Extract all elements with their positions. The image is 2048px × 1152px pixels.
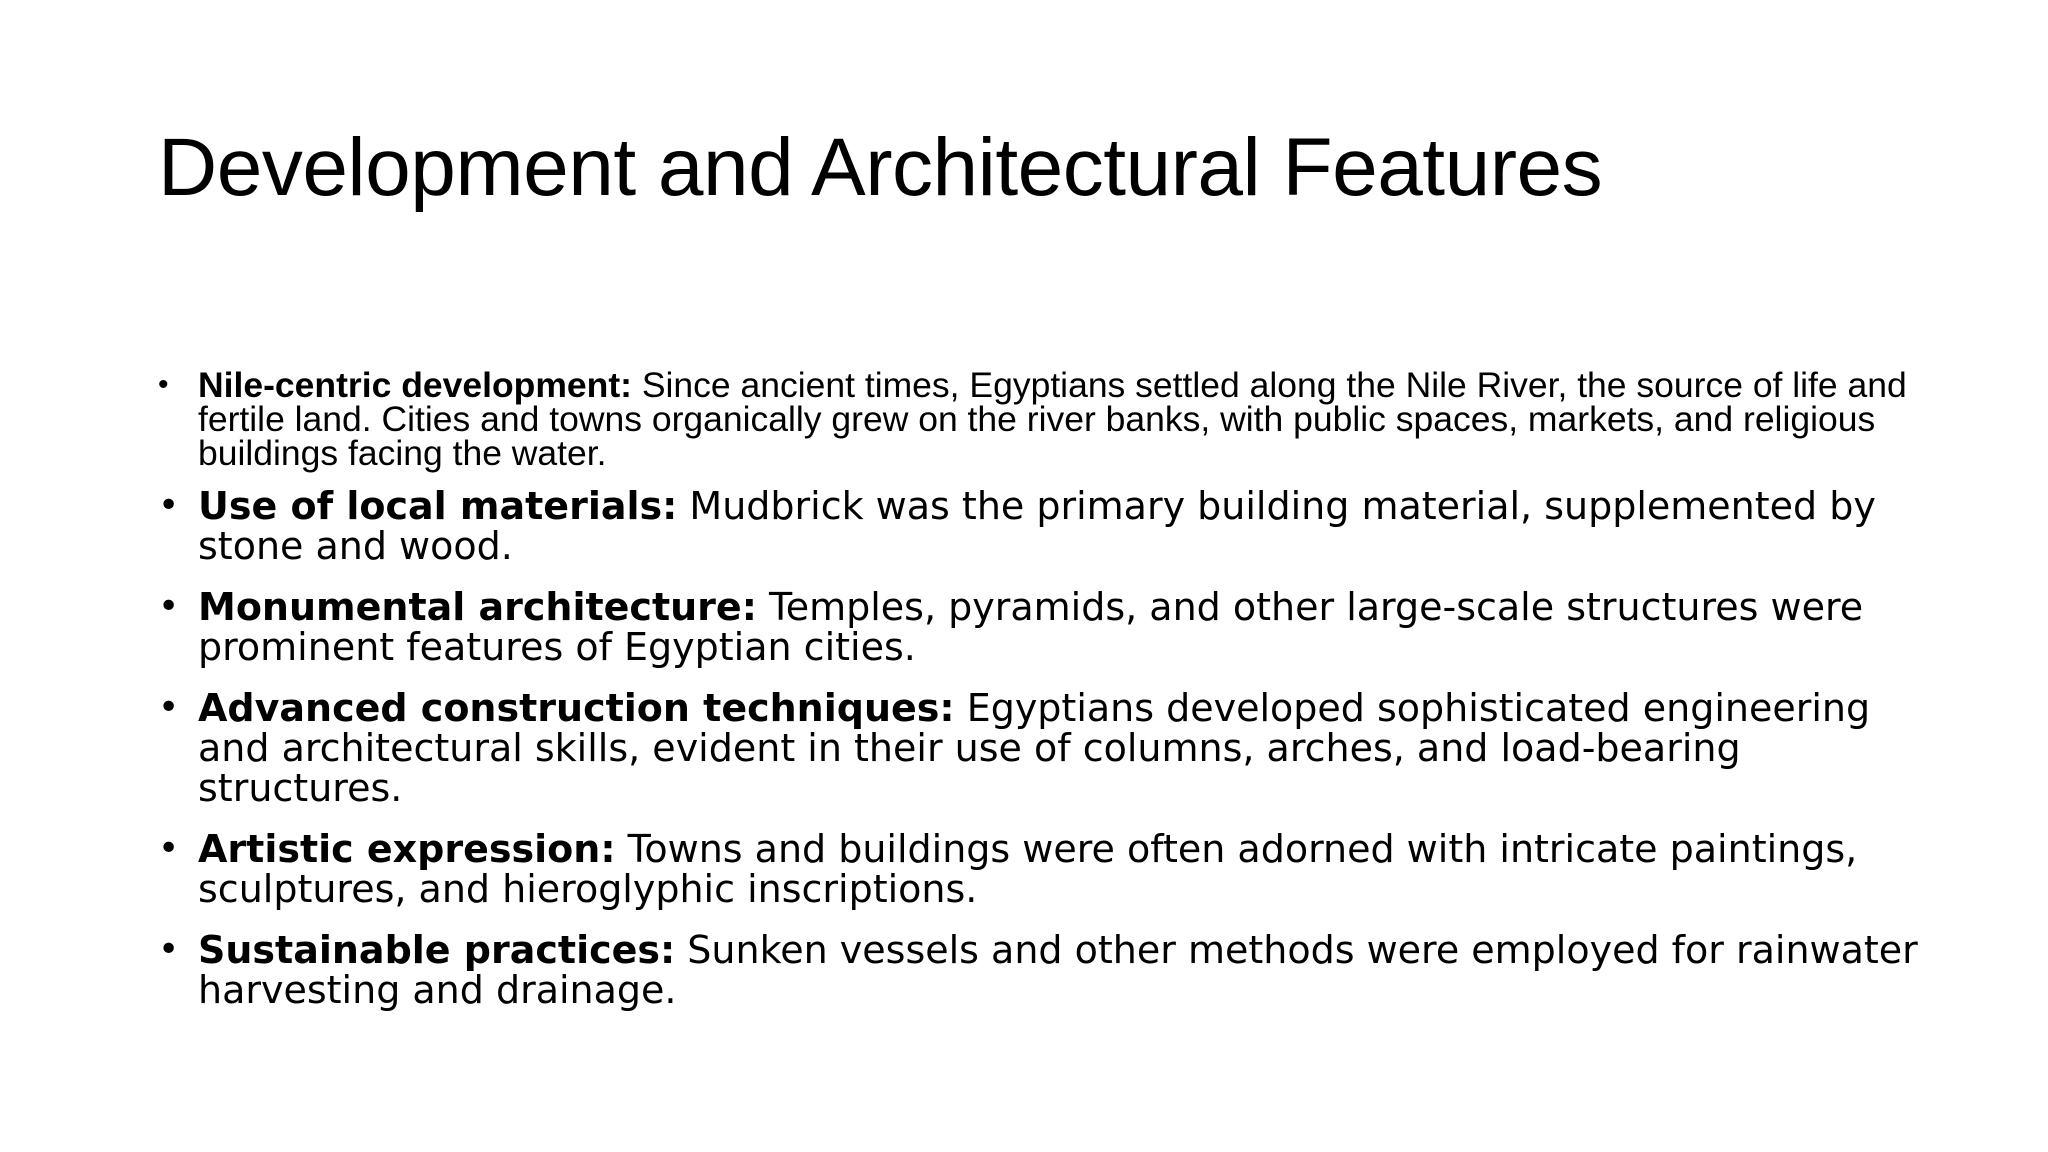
- bullet-dot-icon: •: [158, 828, 180, 869]
- bullet-text: Mudbrick was the primary building material, supplemented by stone and wood.: [198, 484, 1876, 568]
- bullet-text: Sunken vessels and other methods were employed for rainwater harvesting and drainage.: [198, 928, 1918, 1012]
- bullet-dot-icon: •: [158, 485, 180, 526]
- bullet-item-artistic-expression: [158, 829, 1918, 909]
- bullet-text: Since ancient times, Egyptians settled along the Nile River, the source of life and fertile land. Cities and towns organically grew on the river banks, with public spaces, markets, and religious buildings facing the water.: [198, 365, 1907, 473]
- bullet-lead: Sustainable practices:: [198, 928, 676, 972]
- bullet-item-sustainable-practices: [158, 930, 1918, 1010]
- bullet-item-monumental-architecture: [158, 587, 1918, 667]
- bullet-item-nile-centric-development: [158, 365, 1918, 473]
- bullet-list: [158, 365, 1918, 1031]
- bullet-text: Towns and buildings were often adorned with intricate paintings, sculptures, and hieroglyphic inscriptions.: [198, 827, 1858, 911]
- bullet-lead: Use of local materials:: [198, 484, 678, 528]
- bullet-item-use-of-local-materials: [158, 486, 1918, 566]
- bullet-text: Egyptians developed sophisticated engineering and architectural skills, evident in their use of columns, arches, and load-bearing structures.: [198, 686, 1871, 810]
- bullet-item-advanced-construction-techniques: [158, 688, 1918, 808]
- bullet-dot-icon: •: [158, 687, 180, 728]
- bullet-lead: Nile-centric development:: [198, 365, 632, 405]
- bullet-text: Temples, pyramids, and other large-scale structures were prominent features of Egyptian cities.: [198, 585, 1864, 669]
- slide-title: Development and Architectural Features: [158, 122, 1603, 213]
- bullet-lead: Advanced construction techniques:: [198, 686, 955, 730]
- bullet-lead: Artistic expression:: [198, 827, 616, 871]
- bullet-dot-icon: •: [158, 368, 169, 401]
- bullet-dot-icon: •: [158, 929, 180, 970]
- bullet-dot-icon: •: [158, 586, 180, 627]
- bullet-lead: Monumental architecture:: [198, 585, 757, 629]
